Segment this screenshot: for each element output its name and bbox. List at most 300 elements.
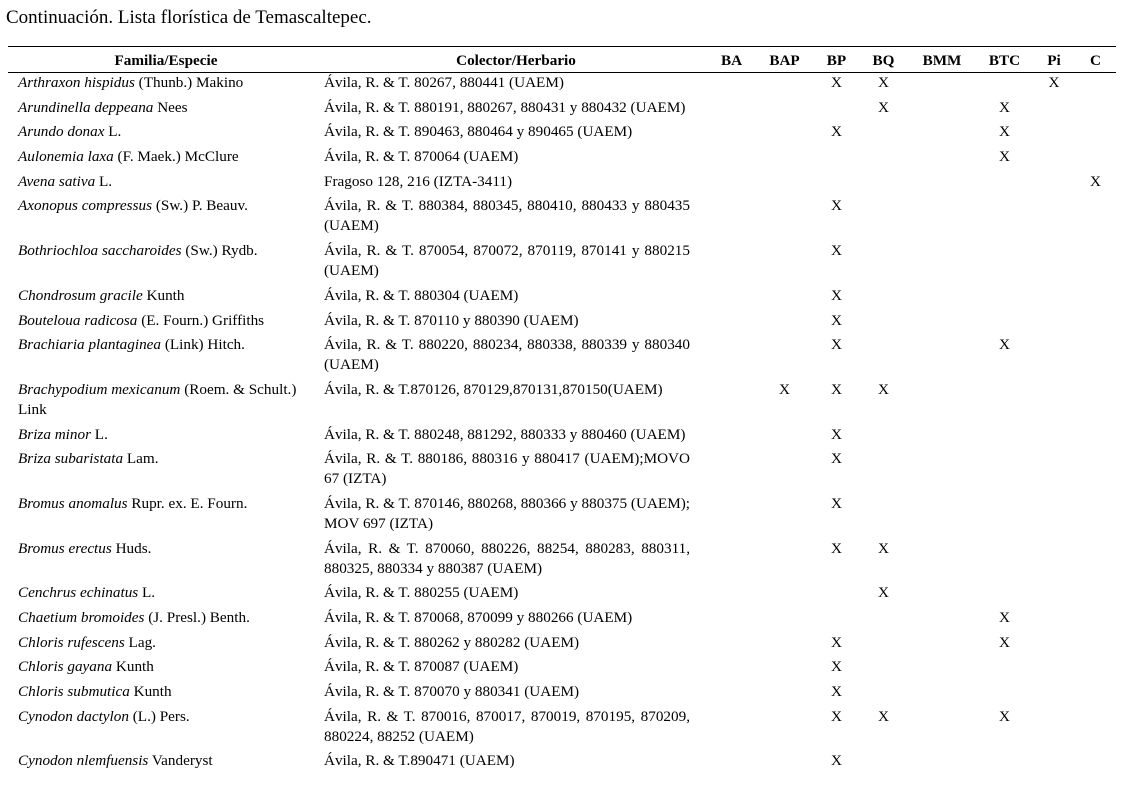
species-name: Chloris gayana xyxy=(18,658,113,676)
presence-btc xyxy=(976,494,1033,539)
presence-bq: X xyxy=(878,707,889,725)
presence-bmm xyxy=(908,633,976,658)
presence-btc xyxy=(976,657,1033,682)
species-cell xyxy=(8,707,324,752)
floristic-table-container xyxy=(8,46,1116,776)
presence-c xyxy=(1075,147,1116,172)
table-row xyxy=(8,608,1116,633)
species-name: Arundinella deppeana xyxy=(18,98,154,116)
presence-bmm xyxy=(908,608,976,633)
presence-bap xyxy=(755,608,814,633)
table-row xyxy=(8,286,1116,311)
collector-cell: Ávila, R. & T. 880304 (UAEM) xyxy=(324,286,519,304)
presence-ba xyxy=(708,657,755,682)
presence-bp: X xyxy=(831,425,842,443)
presence-ba xyxy=(708,380,755,425)
presence-bmm xyxy=(908,751,976,776)
presence-c xyxy=(1075,380,1116,425)
header-bq: BQ xyxy=(859,47,908,73)
presence-c xyxy=(1075,335,1116,380)
presence-bap xyxy=(755,494,814,539)
presence-bp xyxy=(814,608,859,633)
table-row xyxy=(8,539,1116,584)
presence-bq xyxy=(859,608,908,633)
presence-ba xyxy=(708,751,755,776)
header-c: C xyxy=(1075,47,1116,73)
presence-ba xyxy=(708,583,755,608)
presence-btc xyxy=(976,172,1033,197)
presence-c xyxy=(1075,449,1116,494)
presence-c xyxy=(1075,286,1116,311)
presence-bap xyxy=(755,425,814,450)
presence-bmm xyxy=(908,335,976,380)
table-row xyxy=(8,657,1116,682)
presence-pi xyxy=(1033,425,1075,450)
presence-bp: X xyxy=(831,286,842,304)
header-species: Familia/Especie xyxy=(8,47,324,73)
presence-ba xyxy=(708,122,755,147)
presence-bq xyxy=(859,657,908,682)
presence-btc xyxy=(976,425,1033,450)
presence-pi xyxy=(1033,494,1075,539)
presence-btc xyxy=(976,311,1033,336)
table-row xyxy=(8,633,1116,658)
species-name: Cenchrus echinatus xyxy=(18,584,139,602)
presence-ba xyxy=(708,311,755,336)
species-author: Huds. xyxy=(111,539,152,557)
species-cell xyxy=(8,122,324,147)
presence-bq xyxy=(859,682,908,707)
presence-c xyxy=(1075,583,1116,608)
presence-bap xyxy=(755,682,814,707)
presence-ba xyxy=(708,98,755,123)
presence-bmm xyxy=(908,196,976,241)
presence-bmm xyxy=(908,311,976,336)
presence-bq: X xyxy=(878,380,889,398)
collector-cell: Ávila, R. & T. 870146, 880268, 880366 y 880375 (UAEM); MOV 697 (IZTA) xyxy=(324,494,690,532)
table-row xyxy=(8,147,1116,172)
presence-bp xyxy=(814,583,859,608)
species-author: Kunth xyxy=(129,683,172,701)
presence-pi xyxy=(1033,122,1075,147)
presence-bmm xyxy=(908,494,976,539)
presence-ba xyxy=(708,73,755,98)
presence-c xyxy=(1075,425,1116,450)
presence-c xyxy=(1075,494,1116,539)
presence-pi xyxy=(1033,633,1075,658)
presence-bmm xyxy=(908,449,976,494)
table-header xyxy=(8,47,1116,73)
presence-bmm xyxy=(908,707,976,752)
presence-bap xyxy=(755,286,814,311)
presence-bq: X xyxy=(878,584,889,602)
table-row xyxy=(8,425,1116,450)
presence-ba xyxy=(708,425,755,450)
presence-ba xyxy=(708,241,755,286)
presence-pi xyxy=(1033,196,1075,241)
species-author: (Sw.) Rydb. xyxy=(181,242,258,260)
presence-btc xyxy=(976,682,1033,707)
collector-cell: Fragoso 128, 216 (IZTA-3411) xyxy=(324,172,513,190)
presence-bmm xyxy=(908,98,976,123)
species-name: Brachiaria plantaginea xyxy=(18,336,162,354)
presence-bp: X xyxy=(831,123,842,141)
presence-btc xyxy=(976,286,1033,311)
presence-pi xyxy=(1033,539,1075,584)
presence-pi xyxy=(1033,449,1075,494)
species-cell xyxy=(8,608,324,633)
species-cell xyxy=(8,196,324,241)
presence-bap xyxy=(755,147,814,172)
presence-bmm xyxy=(908,286,976,311)
presence-c xyxy=(1075,241,1116,286)
presence-pi xyxy=(1033,608,1075,633)
presence-btc: X xyxy=(999,148,1010,166)
species-cell xyxy=(8,335,324,380)
collector-cell: Ávila, R. & T. 870016, 870017, 870019, 870195, 870209, 880224, 88252 (UAEM) xyxy=(324,707,690,745)
presence-bq xyxy=(859,172,908,197)
species-name: Brachypodium mexicanum xyxy=(18,380,181,398)
presence-pi xyxy=(1033,657,1075,682)
presence-bq xyxy=(859,751,908,776)
presence-bap xyxy=(755,583,814,608)
presence-c xyxy=(1075,707,1116,752)
presence-btc xyxy=(976,196,1033,241)
presence-c xyxy=(1075,311,1116,336)
header-bap: BAP xyxy=(755,47,814,73)
presence-bap xyxy=(755,122,814,147)
presence-bp xyxy=(814,98,859,123)
presence-bap xyxy=(755,196,814,241)
presence-bp: X xyxy=(831,683,842,701)
presence-pi xyxy=(1033,707,1075,752)
presence-bq xyxy=(859,147,908,172)
table-row xyxy=(8,311,1116,336)
species-cell xyxy=(8,147,324,172)
table-row xyxy=(8,335,1116,380)
presence-pi xyxy=(1033,286,1075,311)
species-cell xyxy=(8,425,324,450)
collector-cell: Ávila, R. & T. 880191, 880267, 880431 y 880432 (UAEM) xyxy=(324,98,686,116)
species-cell xyxy=(8,494,324,539)
presence-bq xyxy=(859,196,908,241)
presence-bp: X xyxy=(831,242,842,260)
presence-pi: X xyxy=(1048,74,1060,91)
collector-cell: Ávila, R. & T. 880186, 880316 y 880417 (UAEM);MOVO 67 (IZTA) xyxy=(324,450,690,488)
presence-btc: X xyxy=(999,98,1010,116)
header-pi: Pi xyxy=(1033,47,1075,73)
table-row xyxy=(8,196,1116,241)
presence-c xyxy=(1075,122,1116,147)
presence-bp: X xyxy=(831,380,842,398)
collector-cell: Ávila, R. & T. 880255 (UAEM) xyxy=(324,584,519,602)
species-cell xyxy=(8,583,324,608)
presence-bmm xyxy=(908,657,976,682)
header-bmm: BMM xyxy=(908,47,976,73)
presence-ba xyxy=(708,494,755,539)
presence-ba xyxy=(708,172,755,197)
presence-btc xyxy=(976,751,1033,776)
species-author: Kunth xyxy=(112,658,154,676)
presence-pi xyxy=(1033,682,1075,707)
species-name: Briza minor xyxy=(18,425,91,443)
collector-cell: Ávila, R. & T. 880248, 881292, 880333 y 880460 (UAEM) xyxy=(324,425,686,443)
presence-c xyxy=(1075,751,1116,776)
presence-bp: X xyxy=(831,450,842,468)
header-bp: BP xyxy=(814,47,859,73)
species-cell xyxy=(8,73,324,98)
table-row xyxy=(8,122,1116,147)
presence-c: X xyxy=(1090,172,1101,190)
presence-bq xyxy=(859,122,908,147)
species-author: (J. Presl.) Benth. xyxy=(144,609,250,626)
species-name: Briza subaristata xyxy=(18,450,124,468)
presence-c xyxy=(1075,539,1116,584)
presence-bap xyxy=(755,449,814,494)
table-row xyxy=(8,583,1116,608)
presence-ba xyxy=(708,539,755,584)
species-name: Bouteloua radicosa xyxy=(18,311,138,329)
presence-bq xyxy=(859,335,908,380)
presence-bmm xyxy=(908,147,976,172)
collector-cell: Ávila, R. & T. 870087 (UAEM) xyxy=(324,658,519,676)
species-name: Cynodon nlemfuensis xyxy=(18,752,149,770)
header-btc: BTC xyxy=(976,47,1033,73)
species-cell xyxy=(8,98,324,123)
presence-btc xyxy=(976,241,1033,286)
presence-ba xyxy=(708,147,755,172)
species-name: Arthraxon hispidus xyxy=(18,74,135,91)
collector-cell: Ávila, R. & T. 880220, 880234, 880338, 880339 y 880340 (UAEM) xyxy=(324,336,690,374)
species-author: Nees xyxy=(153,98,188,116)
presence-c xyxy=(1075,657,1116,682)
species-cell xyxy=(8,172,324,197)
presence-bp: X xyxy=(831,658,842,676)
header-collector: Colector/Herbario xyxy=(324,47,708,73)
presence-ba xyxy=(708,633,755,658)
collector-cell: Ávila, R. & T. 870060, 880226, 88254, 880283, 880311, 880325, 880334 y 880387 (UAEM) xyxy=(324,539,690,577)
species-author: L. xyxy=(138,584,156,602)
table-row xyxy=(8,682,1116,707)
presence-bp: X xyxy=(831,494,842,512)
presence-bp xyxy=(814,172,859,197)
species-author: Rupr. ex. E. Fourn. xyxy=(127,494,248,512)
floristic-table xyxy=(8,46,1116,776)
presence-bap xyxy=(755,539,814,584)
presence-pi xyxy=(1033,172,1075,197)
presence-bp: X xyxy=(831,336,842,354)
species-cell xyxy=(8,380,324,425)
presence-bq: X xyxy=(878,74,889,91)
presence-pi xyxy=(1033,751,1075,776)
presence-btc: X xyxy=(999,633,1010,651)
header-row xyxy=(8,47,1116,73)
presence-bmm xyxy=(908,425,976,450)
species-name: Chloris rufescens xyxy=(18,633,125,651)
collector-cell: Ávila, R. & T. 880384, 880345, 880410, 880433 y 880435 (UAEM) xyxy=(324,197,690,235)
collector-cell: Ávila, R. & T. 870068, 870099 y 880266 (UAEM) xyxy=(324,609,633,626)
collector-cell: Ávila, R. & T. 80267, 880441 (UAEM) xyxy=(324,74,564,91)
presence-bq: X xyxy=(878,539,889,557)
collector-cell: Ávila, R. & T.870126, 870129,870131,870150(UAEM) xyxy=(324,380,663,398)
presence-btc: X xyxy=(999,336,1010,354)
presence-bap xyxy=(755,633,814,658)
presence-bmm xyxy=(908,122,976,147)
table-row xyxy=(8,707,1116,752)
presence-btc: X xyxy=(999,707,1010,725)
presence-bap xyxy=(755,98,814,123)
table-row xyxy=(8,751,1116,776)
page-title: Continuación. Lista florística de Temascaltepec. xyxy=(6,7,372,28)
presence-bap: X xyxy=(779,380,790,398)
presence-bq xyxy=(859,494,908,539)
presence-bp: X xyxy=(831,539,842,557)
presence-bp: X xyxy=(831,74,842,91)
table-body xyxy=(8,73,1116,777)
presence-bq xyxy=(859,425,908,450)
species-author: (L.) Pers. xyxy=(128,707,190,725)
presence-bp: X xyxy=(831,707,842,725)
species-name: Avena sativa xyxy=(18,172,96,190)
species-cell xyxy=(8,286,324,311)
species-cell xyxy=(8,657,324,682)
collector-cell: Ávila, R. & T. 870064 (UAEM) xyxy=(324,148,519,166)
collector-cell: Ávila, R. & T.890471 (UAEM) xyxy=(324,752,515,770)
presence-bmm xyxy=(908,241,976,286)
presence-ba xyxy=(708,196,755,241)
species-name: Chaetium bromoides xyxy=(18,609,145,626)
species-author: L. xyxy=(104,123,122,141)
species-author: (Link) Hitch. xyxy=(161,336,245,354)
presence-bq xyxy=(859,311,908,336)
presence-c xyxy=(1075,98,1116,123)
presence-pi xyxy=(1033,98,1075,123)
presence-btc xyxy=(976,583,1033,608)
presence-ba xyxy=(708,707,755,752)
presence-pi xyxy=(1033,335,1075,380)
collector-cell: Ávila, R. & T. 870054, 870072, 870119, 870141 y 880215 (UAEM) xyxy=(324,242,690,280)
presence-ba xyxy=(708,608,755,633)
collector-cell: Ávila, R. & T. 870070 y 880341 (UAEM) xyxy=(324,683,580,701)
presence-bap xyxy=(755,73,814,98)
species-name: Chloris submutica xyxy=(18,683,130,701)
presence-bp: X xyxy=(831,311,842,329)
presence-pi xyxy=(1033,241,1075,286)
species-author: (Thunb.) Makino xyxy=(134,74,244,91)
presence-btc xyxy=(976,380,1033,425)
species-cell xyxy=(8,751,324,776)
presence-bap xyxy=(755,172,814,197)
presence-ba xyxy=(708,286,755,311)
species-author: Kunth xyxy=(142,286,185,304)
presence-c xyxy=(1075,73,1116,98)
presence-bq xyxy=(859,286,908,311)
species-author: (F. Maek.) McClure xyxy=(113,148,239,166)
species-name: Bromus anomalus xyxy=(18,494,128,512)
collector-cell: Ávila, R. & T. 890463, 880464 y 890465 (UAEM) xyxy=(324,123,633,141)
table-row xyxy=(8,172,1116,197)
presence-c xyxy=(1075,682,1116,707)
species-author: (E. Fourn.) Griffiths xyxy=(137,311,265,329)
collector-cell: Ávila, R. & T. 870110 y 880390 (UAEM) xyxy=(324,311,579,329)
table-row xyxy=(8,449,1116,494)
presence-c xyxy=(1075,196,1116,241)
presence-bp: X xyxy=(831,197,842,215)
species-author: Vanderyst xyxy=(148,752,213,770)
presence-bmm xyxy=(908,380,976,425)
species-name: Chondrosum gracile xyxy=(18,286,143,304)
presence-bap xyxy=(755,241,814,286)
table-row xyxy=(8,98,1116,123)
table-row xyxy=(8,241,1116,286)
presence-bmm xyxy=(908,682,976,707)
presence-pi xyxy=(1033,147,1075,172)
presence-ba xyxy=(708,335,755,380)
presence-bq: X xyxy=(878,98,889,116)
presence-pi xyxy=(1033,311,1075,336)
presence-bmm xyxy=(908,583,976,608)
presence-bap xyxy=(755,311,814,336)
presence-bq xyxy=(859,241,908,286)
presence-bmm xyxy=(908,172,976,197)
species-cell xyxy=(8,449,324,494)
presence-bq xyxy=(859,449,908,494)
presence-bp xyxy=(814,147,859,172)
presence-bq xyxy=(859,633,908,658)
species-author: L. xyxy=(91,425,108,443)
species-author: (Sw.) P. Beauv. xyxy=(152,197,248,215)
presence-bap xyxy=(755,335,814,380)
presence-bmm xyxy=(908,73,976,98)
header-ba: BA xyxy=(708,47,755,73)
table-row xyxy=(8,494,1116,539)
species-cell xyxy=(8,241,324,286)
species-name: Axonopus compressus xyxy=(18,197,153,215)
presence-bmm xyxy=(908,539,976,584)
species-author: Lam. xyxy=(123,450,159,468)
species-name: Bothriochloa saccharoides xyxy=(18,242,182,260)
presence-c xyxy=(1075,633,1116,658)
presence-pi xyxy=(1033,380,1075,425)
species-cell xyxy=(8,682,324,707)
species-name: Cynodon dactylon xyxy=(18,707,129,725)
species-author: L. xyxy=(95,172,113,190)
species-cell xyxy=(8,311,324,336)
presence-bp: X xyxy=(831,752,842,770)
species-author: Lag. xyxy=(124,633,156,651)
presence-bap xyxy=(755,707,814,752)
presence-ba xyxy=(708,449,755,494)
presence-btc xyxy=(976,449,1033,494)
presence-bap xyxy=(755,751,814,776)
table-row xyxy=(8,380,1116,425)
species-name: Arundo donax xyxy=(18,123,105,141)
presence-pi xyxy=(1033,583,1075,608)
presence-btc xyxy=(976,73,1033,98)
species-name: Aulonemia laxa xyxy=(18,148,114,166)
species-cell xyxy=(8,539,324,584)
table-row xyxy=(8,73,1116,98)
presence-c xyxy=(1075,608,1116,633)
presence-btc: X xyxy=(999,609,1010,626)
collector-cell: Ávila, R. & T. 880262 y 880282 (UAEM) xyxy=(324,633,580,651)
species-author: (Roem. & Schult.) Link xyxy=(18,380,297,418)
presence-bap xyxy=(755,657,814,682)
presence-btc xyxy=(976,539,1033,584)
presence-bp: X xyxy=(831,633,842,651)
species-cell xyxy=(8,633,324,658)
species-name: Bromus erectus xyxy=(18,539,112,557)
